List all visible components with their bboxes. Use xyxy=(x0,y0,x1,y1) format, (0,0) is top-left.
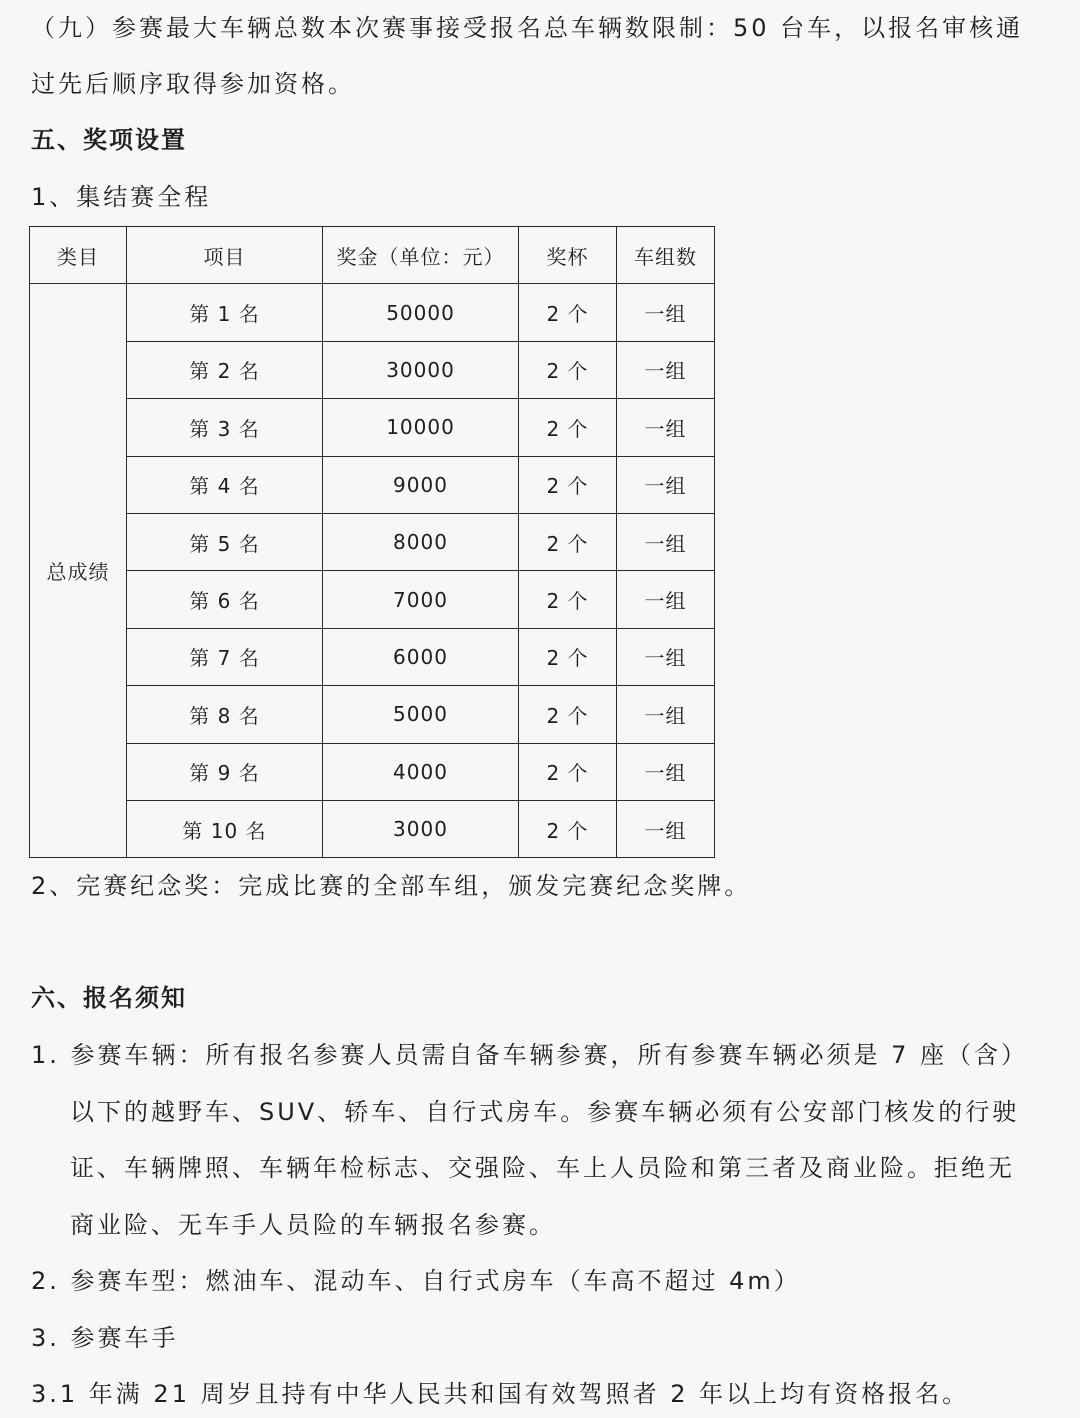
prize-cell: 6000 xyxy=(323,628,519,685)
groups-cell: 一组 xyxy=(617,399,715,456)
section-5-sub-1: 1、集结赛全程 xyxy=(31,183,212,211)
table-row xyxy=(30,743,715,800)
prize-cell: 9000 xyxy=(323,456,519,513)
table-row xyxy=(30,571,715,628)
item-1-line-3: 证、车辆牌照、车辆年检标志、交强险、车上人员险和第三者及商业险。拒绝无 xyxy=(70,1154,1015,1182)
item-1-line-2: 以下的越野车、SUV、轿车、自行式房车。参赛车辆必须有公安部门核发的行驶 xyxy=(70,1098,1020,1126)
rank-cell: 第 3 名 xyxy=(127,399,323,456)
intro-line-2: 过先后顺序取得参加资格。 xyxy=(31,70,355,98)
groups-cell: 一组 xyxy=(617,284,715,341)
table-header-row xyxy=(30,227,715,284)
trophy-cell: 2 个 xyxy=(519,456,617,513)
trophy-cell: 2 个 xyxy=(519,513,617,570)
table-row xyxy=(30,399,715,456)
trophy-cell: 2 个 xyxy=(519,571,617,628)
table-row xyxy=(30,284,715,341)
item-3-1: 3.1 年满 21 周岁且持有中华人民共和国有效驾照者 2 年以上均有资格报名。 xyxy=(31,1380,970,1408)
table-row xyxy=(30,456,715,513)
header-prize: 奖金（单位：元） xyxy=(323,227,519,284)
prize-cell: 4000 xyxy=(323,743,519,800)
trophy-cell: 2 个 xyxy=(519,686,617,743)
rank-cell: 第 7 名 xyxy=(127,628,323,685)
groups-cell: 一组 xyxy=(617,571,715,628)
prize-cell: 8000 xyxy=(323,513,519,570)
prize-cell: 7000 xyxy=(323,571,519,628)
groups-cell: 一组 xyxy=(617,456,715,513)
trophy-cell: 2 个 xyxy=(519,399,617,456)
groups-cell: 一组 xyxy=(617,800,715,857)
rank-cell: 第 8 名 xyxy=(127,686,323,743)
intro-line-1: （九）参赛最大车辆总数本次赛事接受报名总车辆数限制：50 台车，以报名审核通 xyxy=(31,14,1024,42)
trophy-cell: 2 个 xyxy=(519,743,617,800)
table-row xyxy=(30,341,715,398)
table-row xyxy=(30,513,715,570)
section-5-heading: 五、奖项设置 xyxy=(31,126,187,154)
rank-cell: 第 10 名 xyxy=(127,800,323,857)
prize-cell: 50000 xyxy=(323,284,519,341)
trophy-cell: 2 个 xyxy=(519,341,617,398)
trophy-cell: 2 个 xyxy=(519,800,617,857)
rank-cell: 第 1 名 xyxy=(127,284,323,341)
header-groups: 车组数 xyxy=(617,227,715,284)
prize-cell: 30000 xyxy=(323,341,519,398)
rank-cell: 第 5 名 xyxy=(127,513,323,570)
prize-table xyxy=(29,226,715,858)
header-category: 类目 xyxy=(30,227,127,284)
rank-cell: 第 6 名 xyxy=(127,571,323,628)
groups-cell: 一组 xyxy=(617,341,715,398)
item-2: 2. 参赛车型：燃油车、混动车、自行式房车（车高不超过 4m） xyxy=(31,1267,801,1295)
prize-cell: 5000 xyxy=(323,686,519,743)
groups-cell: 一组 xyxy=(617,513,715,570)
prize-cell: 3000 xyxy=(323,800,519,857)
table-row xyxy=(30,628,715,685)
table-row xyxy=(30,800,715,857)
trophy-cell: 2 个 xyxy=(519,284,617,341)
item-1-line-1: 1. 参赛车辆：所有报名参赛人员需自备车辆参赛，所有参赛车辆必须是 7 座（含） xyxy=(31,1041,1029,1069)
rank-cell: 第 4 名 xyxy=(127,456,323,513)
section-6-heading: 六、报名须知 xyxy=(31,984,187,1012)
header-item: 项目 xyxy=(127,227,323,284)
item-3: 3. 参赛车手 xyxy=(31,1324,179,1352)
groups-cell: 一组 xyxy=(617,628,715,685)
section-5-sub-2: 2、完赛纪念奖：完成比赛的全部车组，颁发完赛纪念奖牌。 xyxy=(31,872,752,900)
category-cell: 总成绩 xyxy=(30,284,127,858)
groups-cell: 一组 xyxy=(617,743,715,800)
item-1-line-4: 商业险、无车手人员险的车辆报名参赛。 xyxy=(70,1211,556,1239)
rank-cell: 第 2 名 xyxy=(127,341,323,398)
rank-cell: 第 9 名 xyxy=(127,743,323,800)
table-row xyxy=(30,686,715,743)
groups-cell: 一组 xyxy=(617,686,715,743)
prize-cell: 10000 xyxy=(323,399,519,456)
trophy-cell: 2 个 xyxy=(519,628,617,685)
header-trophy: 奖杯 xyxy=(519,227,617,284)
